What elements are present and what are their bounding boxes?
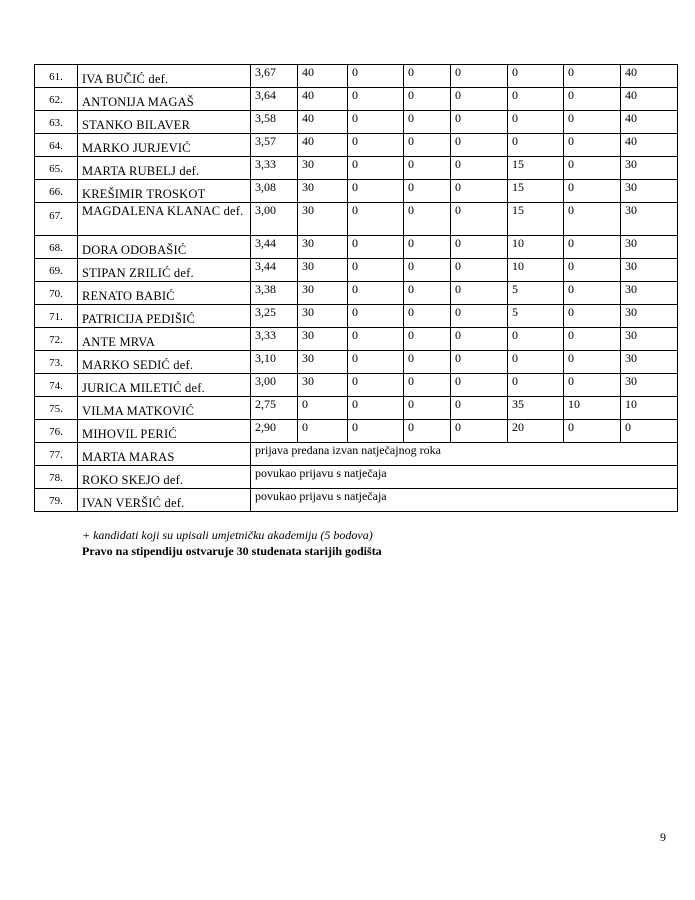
score-col4-cell: 0 [451,351,508,374]
table-row [35,397,678,420]
score-col3-cell: 0 [404,111,451,134]
score-col1-cell: 40 [298,111,348,134]
score-col1-cell: 30 [298,157,348,180]
score-col1-cell: 30 [298,305,348,328]
score-col2-cell: 0 [348,203,404,236]
total-cell: 30 [621,351,678,374]
score-col5-cell: 35 [508,397,564,420]
score-col1-cell: 30 [298,203,348,236]
score-col2-cell: 0 [348,374,404,397]
score-col1-cell: 40 [298,134,348,157]
score-col5-cell: 10 [508,236,564,259]
total-cell: 40 [621,65,678,88]
score-col5-cell: 5 [508,305,564,328]
score-col3-cell: 0 [404,305,451,328]
name-cell: STIPAN ZRILIĆ def. [78,259,251,282]
score-col1-cell: 30 [298,374,348,397]
gpa-cell: 3,58 [251,111,298,134]
score-col6-cell: 0 [564,65,621,88]
score-col4-cell: 0 [451,111,508,134]
gpa-cell: 2,90 [251,420,298,443]
gpa-cell: 3,00 [251,203,298,236]
score-col5-cell: 15 [508,157,564,180]
score-col6-cell: 0 [564,134,621,157]
gpa-cell: 2,75 [251,397,298,420]
score-col1-cell: 40 [298,88,348,111]
table-row [35,134,678,157]
gpa-cell: 3,64 [251,88,298,111]
table-row-note [35,466,678,489]
score-col4-cell: 0 [451,305,508,328]
gpa-cell: 3,33 [251,328,298,351]
score-col6-cell: 0 [564,203,621,236]
name-cell: JURICA MILETIĆ def. [78,374,251,397]
score-col4-cell: 0 [451,259,508,282]
rank-cell: 71. [35,305,78,328]
table-row [35,65,678,88]
score-col6-cell: 0 [564,236,621,259]
rank-cell: 73. [35,351,78,374]
score-col3-cell: 0 [404,397,451,420]
score-col2-cell: 0 [348,65,404,88]
score-col4-cell: 0 [451,157,508,180]
score-col4-cell: 0 [451,374,508,397]
score-col2-cell: 0 [348,157,404,180]
gpa-cell: 3,00 [251,374,298,397]
gpa-cell: 3,33 [251,157,298,180]
rank-cell: 74. [35,374,78,397]
score-col6-cell: 0 [564,259,621,282]
score-col2-cell: 0 [348,134,404,157]
score-col1-cell: 30 [298,259,348,282]
score-col1-cell: 40 [298,65,348,88]
gpa-cell: 3,67 [251,65,298,88]
score-col2-cell: 0 [348,328,404,351]
name-cell: ROKO SKEJO def. [78,466,251,489]
rank-cell: 76. [35,420,78,443]
score-col3-cell: 0 [404,134,451,157]
score-col2-cell: 0 [348,259,404,282]
rank-cell: 77. [35,443,78,466]
score-col6-cell: 0 [564,420,621,443]
rank-cell: 66. [35,180,78,203]
name-cell: KREŠIMIR TROSKOT [78,180,251,203]
score-col2-cell: 0 [348,351,404,374]
score-col6-cell: 0 [564,305,621,328]
table-row [35,420,678,443]
score-col4-cell: 0 [451,328,508,351]
table-body [35,65,678,512]
name-cell: ANTONIJA MAGAŠ [78,88,251,111]
score-col2-cell: 0 [348,305,404,328]
table-row [35,305,678,328]
score-col3-cell: 0 [404,65,451,88]
total-cell: 30 [621,328,678,351]
score-col5-cell: 15 [508,203,564,236]
name-cell: STANKO BILAVER [78,111,251,134]
footnote: + kandidati koji su upisali umjetničku akademiju (5 bodova) [82,528,373,542]
name-cell: MARKO JURJEVIĆ [78,134,251,157]
score-col6-cell: 0 [564,111,621,134]
score-col3-cell: 0 [404,259,451,282]
name-cell: MARTA RUBELJ def. [78,157,251,180]
rank-cell: 61. [35,65,78,88]
score-col5-cell: 0 [508,351,564,374]
name-cell: IVAN VERŠIĆ def. [78,489,251,512]
name-cell: RENATO BABIĆ [78,282,251,305]
rank-cell: 78. [35,466,78,489]
scholarship-note: Pravo na stipendiju ostvaruje 30 studenata starijih godišta [82,544,382,558]
score-col5-cell: 0 [508,111,564,134]
score-col2-cell: 0 [348,180,404,203]
total-cell: 10 [621,397,678,420]
rank-cell: 69. [35,259,78,282]
table-row [35,111,678,134]
score-col5-cell: 0 [508,328,564,351]
score-col6-cell: 0 [564,157,621,180]
gpa-cell: 3,08 [251,180,298,203]
name-cell: VILMA MATKOVIĆ [78,397,251,420]
score-col4-cell: 0 [451,180,508,203]
score-col6-cell: 0 [564,328,621,351]
rank-cell: 79. [35,489,78,512]
name-cell: MARKO SEDIĆ def. [78,351,251,374]
rank-cell: 75. [35,397,78,420]
total-cell: 30 [621,305,678,328]
score-col4-cell: 0 [451,88,508,111]
score-col5-cell: 0 [508,65,564,88]
score-col3-cell: 0 [404,420,451,443]
gpa-cell: 3,25 [251,305,298,328]
score-col5-cell: 0 [508,88,564,111]
name-cell: DORA ODOBAŠIĆ [78,236,251,259]
score-col4-cell: 0 [451,65,508,88]
score-col2-cell: 0 [348,420,404,443]
status-note-cell: prijava predana izvan natječajnog roka [251,443,678,466]
total-cell: 30 [621,282,678,305]
scholarship-ranking-table [34,64,678,512]
gpa-cell: 3,38 [251,282,298,305]
score-col6-cell: 10 [564,397,621,420]
score-col2-cell: 0 [348,397,404,420]
score-col5-cell: 15 [508,180,564,203]
table-row [35,157,678,180]
total-cell: 40 [621,111,678,134]
total-cell: 30 [621,259,678,282]
score-col3-cell: 0 [404,328,451,351]
status-note-cell: povukao prijavu s natječaja [251,489,678,512]
rank-cell: 65. [35,157,78,180]
table-row [35,180,678,203]
total-cell: 30 [621,374,678,397]
score-col4-cell: 0 [451,420,508,443]
page-number: 9 [660,830,666,844]
score-col6-cell: 0 [564,282,621,305]
name-cell: IVA BUČIĆ def. [78,65,251,88]
total-cell: 30 [621,157,678,180]
total-cell: 30 [621,236,678,259]
gpa-cell: 3,44 [251,236,298,259]
score-col3-cell: 0 [404,203,451,236]
score-col3-cell: 0 [404,157,451,180]
table-row [35,259,678,282]
name-cell: MARTA MARAS [78,443,251,466]
name-cell: MAGDALENA KLANAC def. [78,203,251,236]
table-row [35,282,678,305]
table-row [35,203,678,236]
score-col4-cell: 0 [451,203,508,236]
score-col4-cell: 0 [451,397,508,420]
score-col3-cell: 0 [404,374,451,397]
score-col2-cell: 0 [348,111,404,134]
name-cell: PATRICIJA PEDIŠIĆ [78,305,251,328]
score-col6-cell: 0 [564,351,621,374]
score-col1-cell: 30 [298,236,348,259]
gpa-cell: 3,44 [251,259,298,282]
score-col1-cell: 30 [298,282,348,305]
score-col1-cell: 0 [298,397,348,420]
score-col6-cell: 0 [564,180,621,203]
gpa-cell: 3,10 [251,351,298,374]
score-col1-cell: 30 [298,351,348,374]
name-cell: MIHOVIL PERIĆ [78,420,251,443]
gpa-cell: 3,57 [251,134,298,157]
total-cell: 30 [621,203,678,236]
score-col3-cell: 0 [404,180,451,203]
rank-cell: 70. [35,282,78,305]
score-col2-cell: 0 [348,236,404,259]
rank-cell: 68. [35,236,78,259]
score-col4-cell: 0 [451,282,508,305]
rank-cell: 64. [35,134,78,157]
score-col2-cell: 0 [348,88,404,111]
score-col4-cell: 0 [451,236,508,259]
score-col6-cell: 0 [564,88,621,111]
table-row [35,236,678,259]
score-col3-cell: 0 [404,236,451,259]
rank-cell: 72. [35,328,78,351]
total-cell: 40 [621,134,678,157]
score-col5-cell: 20 [508,420,564,443]
score-col5-cell: 0 [508,134,564,157]
score-col1-cell: 30 [298,328,348,351]
score-col5-cell: 10 [508,259,564,282]
rank-cell: 62. [35,88,78,111]
rank-cell: 67. [35,203,78,236]
table-row [35,88,678,111]
rank-cell: 63. [35,111,78,134]
total-cell: 30 [621,180,678,203]
score-col3-cell: 0 [404,282,451,305]
score-col3-cell: 0 [404,88,451,111]
score-col2-cell: 0 [348,282,404,305]
total-cell: 40 [621,88,678,111]
score-col4-cell: 0 [451,134,508,157]
score-col5-cell: 0 [508,374,564,397]
score-col5-cell: 5 [508,282,564,305]
score-col3-cell: 0 [404,351,451,374]
table-row-note [35,443,678,466]
table-row [35,351,678,374]
status-note-cell: povukao prijavu s natječaja [251,466,678,489]
total-cell: 0 [621,420,678,443]
score-col6-cell: 0 [564,374,621,397]
table-row [35,374,678,397]
score-col1-cell: 30 [298,180,348,203]
table-row [35,328,678,351]
score-col1-cell: 0 [298,420,348,443]
table-row-note [35,489,678,512]
name-cell: ANTE MRVA [78,328,251,351]
